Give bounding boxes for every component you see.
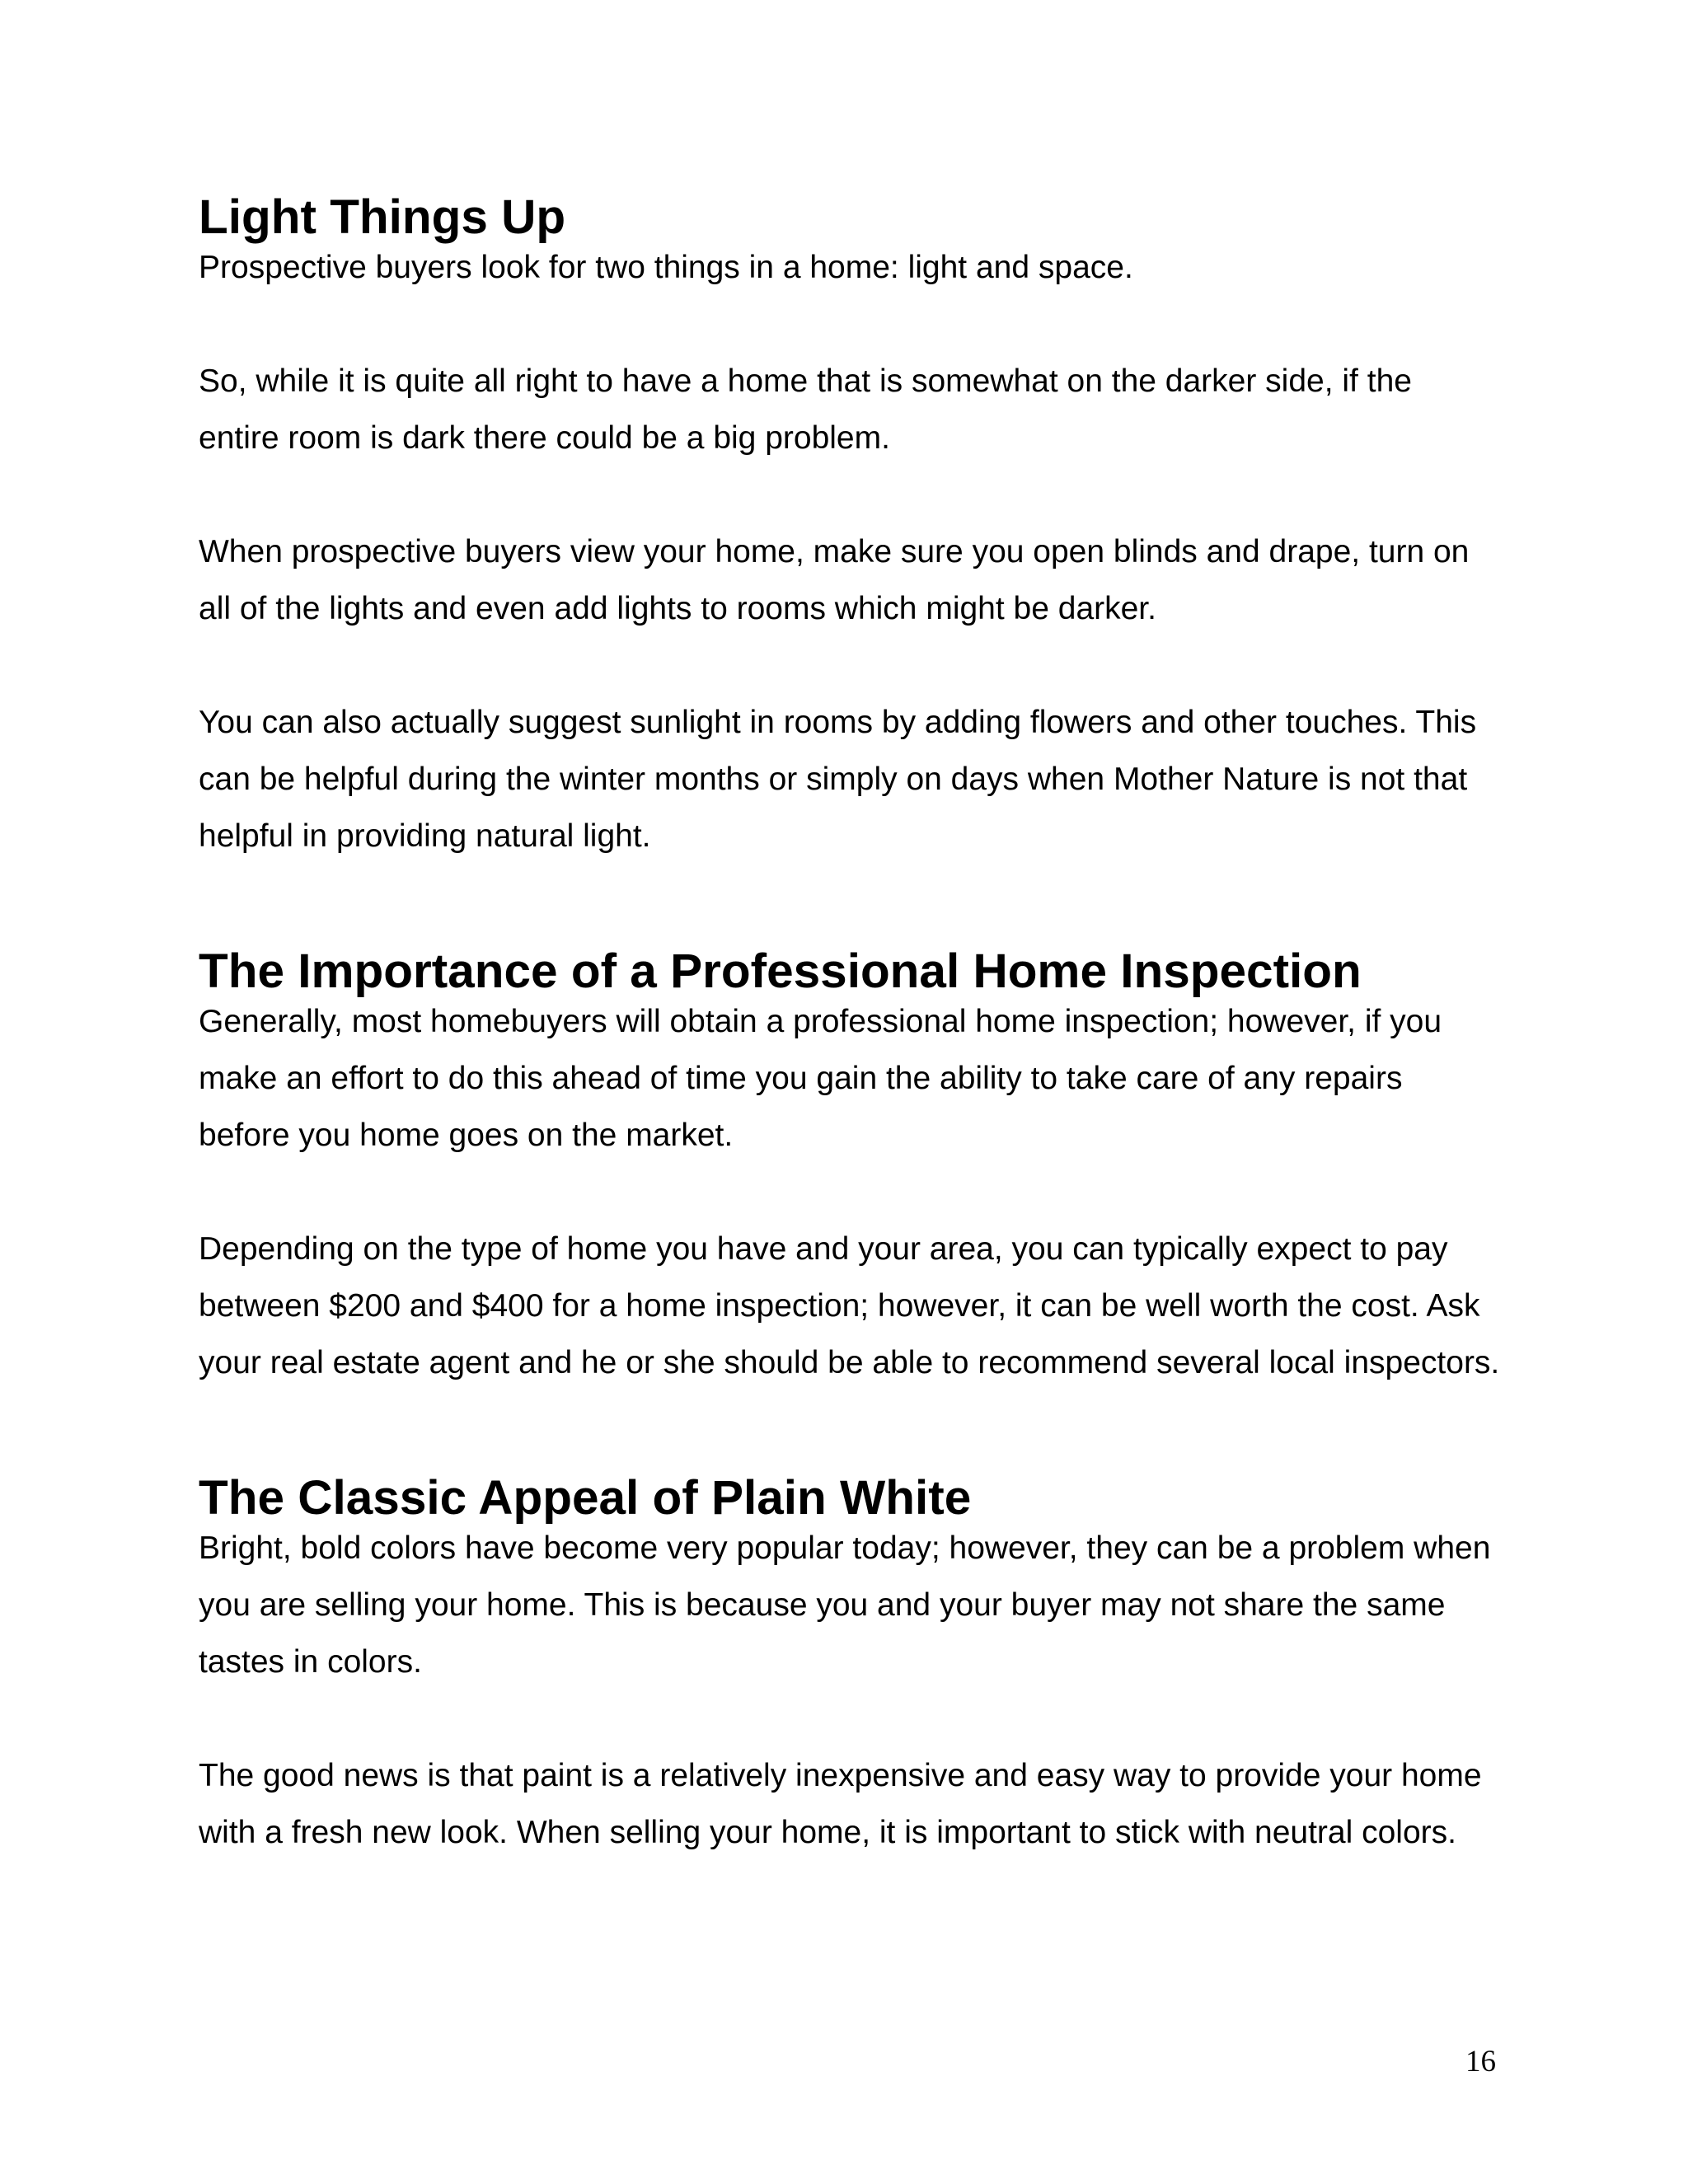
paragraph: When prospective buyers view your home, make sure you open blinds and drape, turn on all of the lights and even add lights to rooms which might be darker. [199, 534, 1470, 626]
section-heading-light-things-up: Light Things Up [199, 190, 566, 244]
paragraph: Prospective buyers look for two things in a home: light and space. [199, 250, 1133, 285]
paragraph: Generally, most homebuyers will obtain a professional home inspection; however, if you make an effort to do this ahead of time you gain the ability to take care of any repairs before you home goes on the market. [199, 1004, 1442, 1153]
paragraph: You can also actually suggest sunlight in rooms by adding flowers and other touches. This can be helpful during the winter months or simply on days when Mother Nature is not that helpful in providing natural light. [199, 705, 1477, 854]
paragraph: Depending on the type of home you have and your area, you can typically expect to pay between $200 and $400 for a home inspection; however, it can be well worth the cost. Ask your real estate agent and he or she should be able to recommend several local inspectors. [199, 1231, 1500, 1380]
paragraph: So, while it is quite all right to have a home that is somewhat on the darker side, if the entire room is dark there could be a big problem. [199, 363, 1412, 456]
paragraph: The good news is that paint is a relatively inexpensive and easy way to provide your home with a fresh new look. When selling your home, it is important to stick with neutral colors. [199, 1758, 1482, 1850]
section-heading-home-inspection: The Importance of a Professional Home Inspection [199, 944, 1362, 998]
page-body [199, 190, 1501, 1861]
paragraph: Bright, bold colors have become very popular today; however, they can be a problem when you are selling your home. This is because you and your buyer may not share the same tastes in colors. [199, 1530, 1491, 1680]
section-heading-plain-white: The Classic Appeal of Plain White [199, 1471, 972, 1525]
page-number: 16 [1465, 2045, 1496, 2079]
